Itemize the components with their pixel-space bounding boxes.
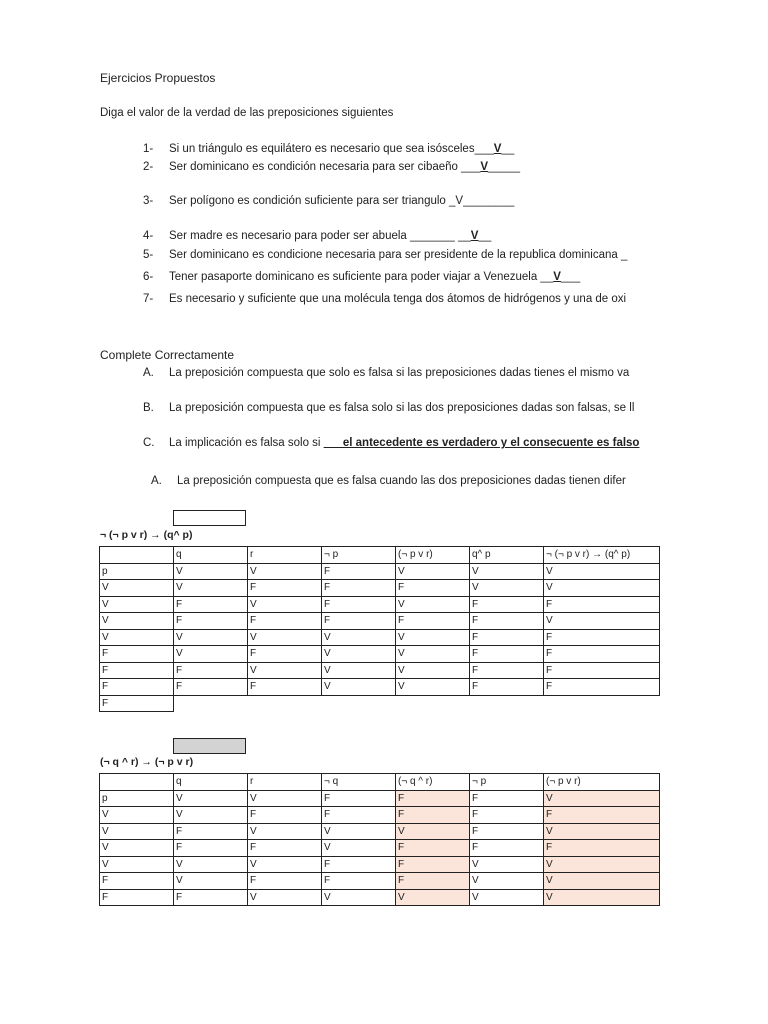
table-cell: V xyxy=(100,823,174,840)
header-cell: (¬ p v r) xyxy=(544,774,660,791)
table-cell: V xyxy=(396,646,470,663)
table-cell xyxy=(544,695,660,712)
item-letter: C. xyxy=(143,437,155,449)
table-cell: V xyxy=(544,790,660,807)
table-cell: V xyxy=(470,856,544,873)
exercise-num: 7- xyxy=(143,293,154,305)
exercise-tail: __ xyxy=(501,143,515,155)
table-row xyxy=(100,790,660,807)
item-text: La preposición compuesta que solo es falsa si las preposiciones dadas tienes el mismo va xyxy=(169,367,630,379)
exercise-num: 6- xyxy=(143,271,154,283)
table-cell: V xyxy=(544,856,660,873)
table1-title: ¬ (¬ p v r) → (q^ p) xyxy=(100,529,193,541)
table-cell: V xyxy=(470,873,544,890)
exercise-text: Ser polígono es condición suficiente para ser triangulo _V________ xyxy=(169,195,515,207)
item-text: La implicación es falsa solo si xyxy=(169,437,324,449)
exercise-4 xyxy=(143,230,491,242)
table-cell: V xyxy=(174,873,248,890)
table-cell: V xyxy=(248,823,322,840)
table-cell: V xyxy=(174,646,248,663)
table-cell: V xyxy=(248,856,322,873)
table-cell: V xyxy=(322,823,396,840)
header-cell: (¬ q ^ r) xyxy=(396,774,470,791)
exercise-answer: V xyxy=(493,143,502,155)
table-cell: V xyxy=(100,629,174,646)
complete-item-b xyxy=(143,402,634,414)
exercise-tail: ___ xyxy=(560,271,581,283)
table-row xyxy=(100,563,660,580)
table-cell: V xyxy=(100,596,174,613)
table-cell: V xyxy=(248,662,322,679)
instruction-text: Diga el valor de la verdad de las preposiciones siguientes xyxy=(100,107,394,119)
table-cell: F xyxy=(396,613,470,630)
table-cell: F xyxy=(100,873,174,890)
item-text: La preposición compuesta que es falsa solo si las dos preposiciones dadas son falsas, se ll xyxy=(169,402,635,414)
table2-title: (¬ q ^ r) → (¬ p v r) xyxy=(100,756,194,768)
table-row xyxy=(100,695,660,712)
exercise-num: 4- xyxy=(143,230,154,242)
table-cell: F xyxy=(470,662,544,679)
table-cell: F xyxy=(100,679,174,696)
exercise-text: Ser madre es necesario para poder ser abuela _______ __ xyxy=(169,230,471,242)
header-cell: q^ p xyxy=(470,547,544,564)
table-cell: V xyxy=(100,840,174,857)
complete-item-c xyxy=(143,437,639,449)
exercise-num: 5- xyxy=(143,249,154,261)
complete-item-a2 xyxy=(151,475,626,487)
table-cell: F xyxy=(544,840,660,857)
table-row xyxy=(100,613,660,630)
header-cell: q xyxy=(174,547,248,564)
header-cell xyxy=(100,774,174,791)
table1-label-box xyxy=(173,510,246,526)
table-cell: V xyxy=(174,790,248,807)
table-cell: V xyxy=(396,679,470,696)
table-cell: V xyxy=(470,580,544,597)
header-cell: q xyxy=(174,774,248,791)
exercise-text: Ser dominicano es condición necesaria para ser cibaeño ___ xyxy=(169,161,481,173)
table-cell: F xyxy=(322,807,396,824)
table-cell: F xyxy=(174,613,248,630)
table-row xyxy=(100,889,660,906)
table-cell: F xyxy=(396,840,470,857)
table-cell: F xyxy=(396,807,470,824)
table-cell: F xyxy=(470,629,544,646)
table-cell: F xyxy=(174,889,248,906)
table-cell: F xyxy=(322,856,396,873)
table-cell: F xyxy=(174,662,248,679)
table-cell: F xyxy=(248,580,322,597)
exercise-text: Es necesario y suficiente que una molécula tenga dos átomos de hidrógenos y una de oxi xyxy=(169,293,627,305)
header-cell: r xyxy=(248,547,322,564)
item-text: La preposición compuesta que es falsa cuando las dos preposiciones dadas tienen difer xyxy=(177,475,626,487)
table-cell: V xyxy=(396,662,470,679)
table-cell: V xyxy=(248,629,322,646)
item-letter: A. xyxy=(143,367,154,379)
table-cell: V xyxy=(174,580,248,597)
complete-title: Complete Correctamente xyxy=(100,348,235,362)
table-cell: F xyxy=(544,629,660,646)
table-cell: V xyxy=(100,807,174,824)
truth-table-1 xyxy=(99,546,660,712)
exercise-answer: V xyxy=(470,230,479,242)
item-answer: ___el antecedente es verdadero y el consecuente es falso xyxy=(323,437,640,449)
table-cell: V xyxy=(100,856,174,873)
table-cell: F xyxy=(396,790,470,807)
table-cell: V xyxy=(396,889,470,906)
table-cell: F xyxy=(396,873,470,890)
exercise-num: 3- xyxy=(143,195,154,207)
table-cell: V xyxy=(100,613,174,630)
exercise-tail: __ xyxy=(478,230,492,242)
exercise-3 xyxy=(143,195,514,207)
table-row xyxy=(100,807,660,824)
table-cell: F xyxy=(248,679,322,696)
table-cell: F xyxy=(174,596,248,613)
table-cell: F xyxy=(322,563,396,580)
truth-table-2 xyxy=(99,773,660,906)
table-row xyxy=(100,646,660,663)
table-cell: F xyxy=(470,646,544,663)
table-header-row xyxy=(100,547,660,564)
header-cell: ¬ (¬ p v r) → (q^ p) xyxy=(544,547,660,564)
table-row xyxy=(100,629,660,646)
table-cell: F xyxy=(396,856,470,873)
table-cell: V xyxy=(470,563,544,580)
table-cell: F xyxy=(544,807,660,824)
exercise-7 xyxy=(143,293,626,305)
table-row xyxy=(100,679,660,696)
table-cell: V xyxy=(544,613,660,630)
table-cell: V xyxy=(248,596,322,613)
table-cell: V xyxy=(322,646,396,663)
table-cell: F xyxy=(100,662,174,679)
table-cell: V xyxy=(470,889,544,906)
table-cell: F xyxy=(248,646,322,663)
table-cell: V xyxy=(396,563,470,580)
exercise-answer: V xyxy=(553,271,561,283)
exercise-1 xyxy=(143,143,514,155)
table-cell: V xyxy=(544,873,660,890)
table-cell: F xyxy=(100,646,174,663)
exercise-5 xyxy=(143,249,627,261)
table-cell: V xyxy=(544,889,660,906)
table-cell: p xyxy=(100,563,174,580)
table-cell: F xyxy=(470,840,544,857)
table-cell: F xyxy=(544,646,660,663)
header-cell xyxy=(100,547,174,564)
table-cell xyxy=(470,695,544,712)
exercise-2 xyxy=(143,161,520,173)
table-cell: V xyxy=(174,629,248,646)
exercise-text: Si un triángulo es equilátero es necesario que sea isósceles___ xyxy=(169,143,494,155)
exercise-num: 1- xyxy=(143,143,154,155)
table-row xyxy=(100,856,660,873)
exercise-num: 2- xyxy=(143,161,154,173)
table-cell: V xyxy=(248,790,322,807)
item-letter: A. xyxy=(151,475,162,487)
table-cell: V xyxy=(248,889,322,906)
table-row xyxy=(100,662,660,679)
table-cell: V xyxy=(322,679,396,696)
item-letter: B. xyxy=(143,402,154,414)
table-cell xyxy=(174,695,248,712)
table-cell: F xyxy=(470,679,544,696)
table-cell: F xyxy=(248,807,322,824)
table-cell: F xyxy=(396,580,470,597)
header-cell: ¬ p xyxy=(470,774,544,791)
table-row xyxy=(100,580,660,597)
table2-label-box xyxy=(173,738,246,754)
table-cell: V xyxy=(322,840,396,857)
table-cell: F xyxy=(248,873,322,890)
table-cell: V xyxy=(248,563,322,580)
table-cell: F xyxy=(322,613,396,630)
table-cell: F xyxy=(248,840,322,857)
table-cell: V xyxy=(322,889,396,906)
table-row xyxy=(100,596,660,613)
table-cell: F xyxy=(100,695,174,712)
table-cell: F xyxy=(174,679,248,696)
table-row xyxy=(100,840,660,857)
table-cell: V xyxy=(544,563,660,580)
exercise-text: Tener pasaporte dominicano es suficiente para poder viajar a Venezuela __ xyxy=(169,271,554,283)
table-cell: V xyxy=(396,823,470,840)
header-cell: r xyxy=(248,774,322,791)
table-cell: F xyxy=(544,596,660,613)
table-cell: F xyxy=(174,840,248,857)
table-header-row xyxy=(100,774,660,791)
table-cell: F xyxy=(470,613,544,630)
table-cell: F xyxy=(174,823,248,840)
table-cell: V xyxy=(174,563,248,580)
table-cell: V xyxy=(322,629,396,646)
table-cell: F xyxy=(100,889,174,906)
table-cell: F xyxy=(322,873,396,890)
table-cell: V xyxy=(396,596,470,613)
header-cell: (¬ p v r) xyxy=(396,547,470,564)
exercise-6 xyxy=(143,271,580,283)
table-cell: F xyxy=(322,596,396,613)
table-cell: F xyxy=(544,679,660,696)
table-cell: V xyxy=(396,629,470,646)
header-cell: ¬ q xyxy=(322,774,396,791)
table-cell: V xyxy=(174,807,248,824)
table-cell: F xyxy=(322,790,396,807)
table-cell: V xyxy=(544,580,660,597)
table-cell xyxy=(396,695,470,712)
table-cell: F xyxy=(470,596,544,613)
table-row xyxy=(100,823,660,840)
exercise-tail: _____ xyxy=(488,161,520,173)
table-cell: p xyxy=(100,790,174,807)
table-cell: V xyxy=(322,662,396,679)
table-row xyxy=(100,873,660,890)
table-cell: F xyxy=(248,613,322,630)
table-cell: F xyxy=(470,807,544,824)
exercise-answer: V xyxy=(480,161,489,173)
table-cell: F xyxy=(544,662,660,679)
table-cell: F xyxy=(322,580,396,597)
header-cell: ¬ p xyxy=(322,547,396,564)
complete-item-a xyxy=(143,367,629,379)
table-cell: V xyxy=(544,823,660,840)
table-cell: F xyxy=(470,823,544,840)
table-cell xyxy=(248,695,322,712)
table-cell: F xyxy=(470,790,544,807)
table-cell: V xyxy=(100,580,174,597)
table-cell: V xyxy=(174,856,248,873)
table-cell xyxy=(322,695,396,712)
page-title: Ejercicios Propuestos xyxy=(100,71,216,85)
exercise-text: Ser dominicano es condicione necesaria para ser presidente de la republica dominicana _ xyxy=(169,249,628,261)
